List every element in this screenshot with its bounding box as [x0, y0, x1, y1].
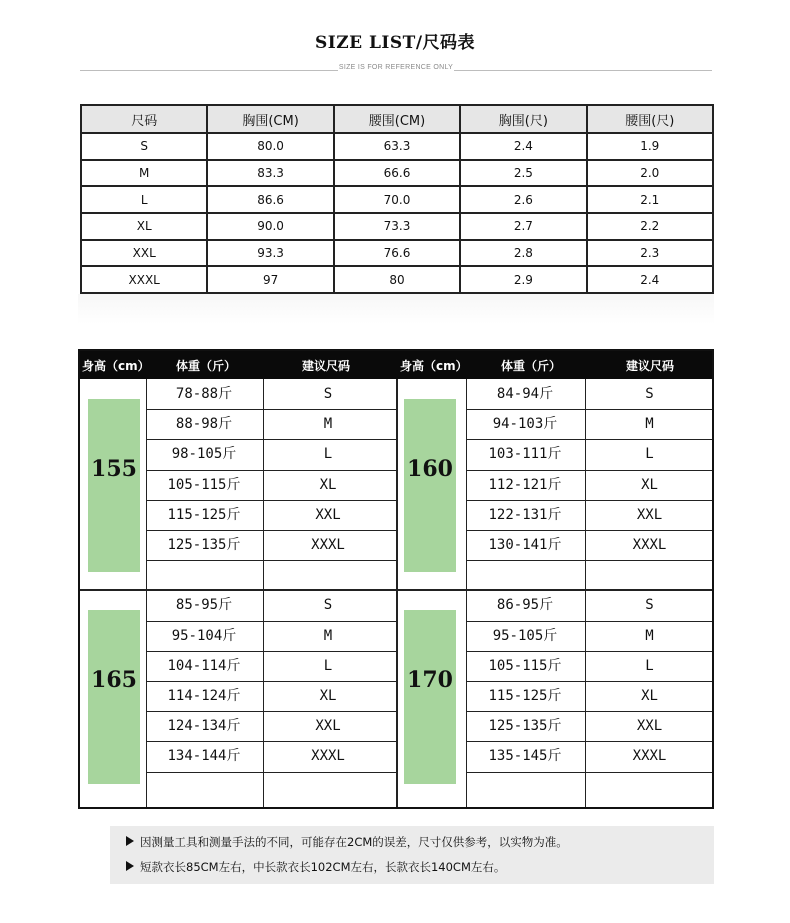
size-table: [80, 104, 714, 294]
cell-waist-chi: 2.4: [587, 266, 713, 293]
cell-size: XL: [81, 213, 207, 240]
header-chest-cm: 胸围(CM): [207, 105, 333, 133]
recommended-size: M: [645, 627, 654, 644]
header-chest-chi: 胸围(尺): [460, 105, 586, 133]
recommended-size: L: [323, 446, 333, 463]
cell-size: M: [81, 160, 207, 187]
cell-waist-cm: 70.0: [334, 186, 460, 213]
height-badge: [404, 399, 456, 572]
weight-range: 130-141斤: [488, 537, 562, 553]
weight-range: 105-115斤: [488, 657, 562, 674]
weight-range: 125-135斤: [167, 537, 241, 553]
recommended-size: XXL: [315, 506, 341, 523]
cell-waist-chi: 2.2: [587, 213, 713, 240]
cell-waist-cm: 66.6: [334, 160, 460, 187]
note-1-text: 因测量工具和测量手法的不同，可能存在2CM的误差，尺寸仅供参考，以实物为准。: [140, 835, 568, 849]
cell-waist-cm: 80: [334, 266, 460, 293]
cell-size: S: [81, 133, 207, 160]
triangle-bullet-icon: [126, 836, 134, 846]
cell-chest-cm: 97: [207, 266, 333, 293]
cell-size: XXL: [81, 240, 207, 267]
header-weight-left: 体重（斤）: [176, 359, 237, 373]
weight-range: 105-115斤: [167, 476, 241, 493]
cell-chest-chi: 2.9: [460, 266, 586, 293]
divider-right: [454, 70, 712, 71]
header-size: 尺码: [81, 105, 207, 133]
weight-range: 95-105斤: [492, 627, 558, 644]
size-table-row: [81, 186, 713, 213]
weight-range: 103-111斤: [488, 446, 562, 463]
recommended-size: S: [323, 386, 333, 402]
cell-waist-cm: 73.3: [334, 213, 460, 240]
header-weight-right: 体重（斤）: [501, 359, 562, 373]
weight-range: 122-131斤: [488, 506, 562, 523]
size-table-row: [81, 133, 713, 160]
cell-size: L: [81, 186, 207, 213]
weight-range: 124-134斤: [167, 718, 241, 735]
weight-range: 135-145斤: [488, 748, 562, 765]
notes-box: [110, 826, 714, 884]
recommended-size: M: [645, 416, 654, 433]
recommended-size: M: [323, 627, 333, 644]
header-height-right: 身高（cm）: [400, 359, 468, 373]
cell-waist-chi: 2.3: [587, 240, 713, 267]
weight-range: 115-125斤: [167, 506, 241, 523]
weight-range: 84-94斤: [496, 386, 554, 402]
weight-range: 88-98斤: [175, 416, 233, 433]
subtitle: SIZE IS FOR REFERENCE ONLY: [338, 64, 454, 71]
recommended-size: XXL: [315, 718, 341, 735]
weight-range: 86-95斤: [496, 597, 554, 614]
cell-chest-chi: 2.6: [460, 186, 586, 213]
recommended-size: XXXL: [632, 748, 667, 765]
height-weight-table: [78, 349, 714, 809]
cell-waist-chi: 2.0: [587, 160, 713, 187]
header-size-left: 建议尺码: [302, 359, 351, 373]
height-badge: [404, 610, 456, 783]
weight-range: 95-104斤: [171, 627, 237, 644]
header-height-left: 身高（cm）: [82, 359, 150, 373]
cell-chest-cm: 83.3: [207, 160, 333, 187]
height-table-header: [80, 351, 712, 379]
cell-chest-cm: 93.3: [207, 240, 333, 267]
height-value: 165: [91, 667, 137, 693]
cell-size: XXXL: [81, 266, 207, 293]
subtitle-divider: [80, 63, 712, 77]
height-value: 155: [91, 455, 137, 482]
header-size-right: 建议尺码: [626, 359, 675, 373]
recommended-size: XL: [641, 688, 658, 704]
recommended-size: L: [645, 446, 654, 463]
recommended-size: XL: [319, 476, 337, 493]
size-table-row: [81, 266, 713, 293]
cell-chest-chi: 2.7: [460, 213, 586, 240]
note-2-text: 短款衣长85CM左右，中长款衣长102CM左右，长款衣长140CM左右。: [140, 860, 506, 874]
recommended-size: XXXL: [311, 748, 345, 765]
cell-chest-cm: 80.0: [207, 133, 333, 160]
recommended-size: XXXL: [632, 537, 667, 553]
cell-waist-cm: 63.3: [334, 133, 460, 160]
note-2: [140, 859, 505, 875]
recommended-size: XXXL: [311, 537, 345, 553]
weight-range: 78-88斤: [175, 386, 233, 402]
height-badge: [88, 610, 140, 783]
cell-chest-cm: 86.6: [207, 186, 333, 213]
cell-waist-chi: 2.1: [587, 186, 713, 213]
row-divider: [466, 772, 712, 773]
cell-chest-chi: 2.8: [460, 240, 586, 267]
row-divider: [466, 560, 712, 561]
recommended-size: XL: [319, 688, 337, 704]
recommended-size: S: [645, 386, 654, 402]
weight-range: 125-135斤: [488, 718, 562, 735]
height-value: 160: [407, 455, 453, 482]
recommended-size: L: [323, 657, 333, 674]
weight-range: 115-125斤: [488, 688, 562, 704]
cell-chest-chi: 2.5: [460, 160, 586, 187]
size-table-row: [81, 213, 713, 240]
weight-range: 112-121斤: [488, 476, 562, 493]
row-divider: [146, 560, 396, 561]
recommended-size: S: [323, 597, 333, 614]
page-title: SIZE LIST/尺码表: [314, 33, 476, 53]
triangle-bullet-icon: [126, 861, 134, 871]
weight-range: 98-105斤: [171, 446, 237, 463]
recommended-size: S: [645, 597, 654, 614]
weight-range: 134-144斤: [167, 748, 241, 765]
header-waist-cm: 腰围(CM): [334, 105, 460, 133]
weight-range: 104-114斤: [167, 657, 241, 674]
cell-chest-chi: 2.4: [460, 133, 586, 160]
note-1: [140, 834, 568, 850]
height-badge: [88, 399, 140, 572]
weight-range: 85-95斤: [175, 597, 233, 614]
size-table-row: [81, 160, 713, 187]
shadow-strip: [78, 294, 714, 324]
row-divider: [146, 772, 396, 773]
column-divider: [396, 379, 398, 807]
size-table-row: [81, 240, 713, 267]
cell-waist-cm: 76.6: [334, 240, 460, 267]
weight-range: 94-103斤: [492, 416, 558, 433]
recommended-size: XXL: [636, 718, 663, 735]
recommended-size: XXL: [636, 506, 663, 523]
recommended-size: XL: [641, 476, 658, 493]
weight-range: 114-124斤: [167, 688, 241, 704]
recommended-size: L: [645, 657, 654, 674]
header-waist-chi: 腰围(尺): [587, 105, 713, 133]
height-value: 170: [407, 667, 453, 693]
cell-waist-chi: 1.9: [587, 133, 713, 160]
recommended-size: M: [323, 416, 333, 433]
size-table-header-row: [81, 105, 713, 133]
cell-chest-cm: 90.0: [207, 213, 333, 240]
